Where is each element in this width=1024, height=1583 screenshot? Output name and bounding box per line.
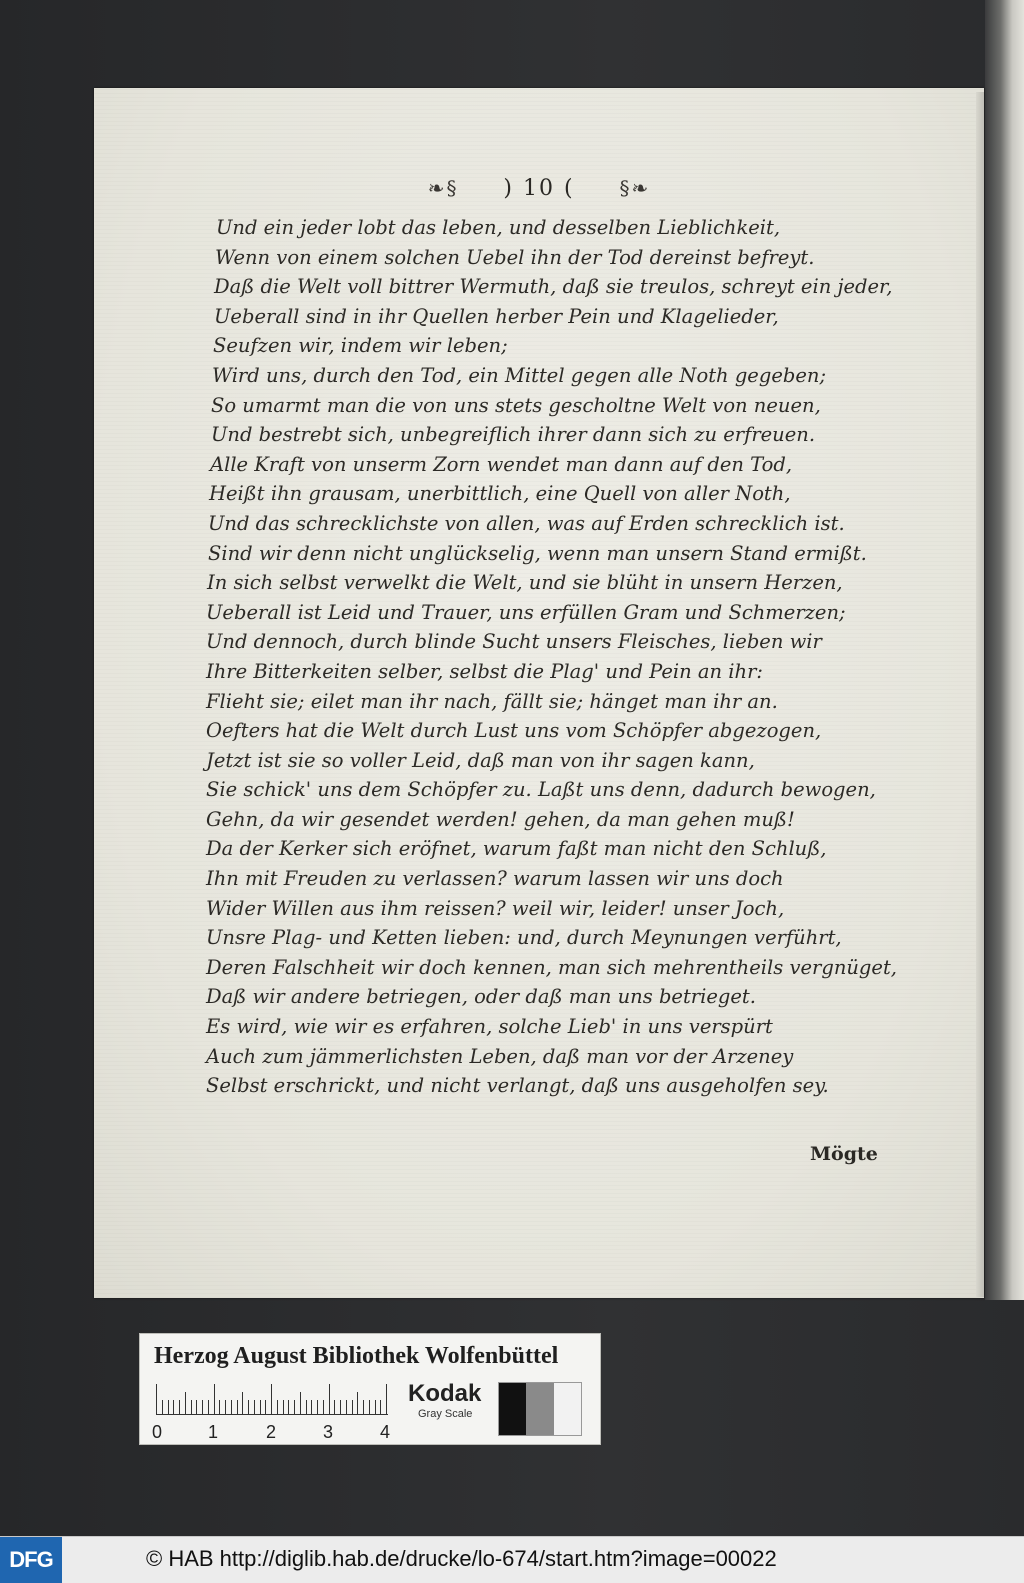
ruler-tick: [380, 1400, 381, 1414]
ruler-tick: [179, 1400, 180, 1414]
ruler-tick: [265, 1400, 266, 1414]
poem-line: Unsre Plag- und Ketten lieben: und, durch Meynungen verführt,: [206, 926, 842, 950]
poem-line: Heißt ihn grausam, unerbittlich, eine Quell von aller Noth,: [209, 482, 791, 506]
poem-line: Selbst erschrickt, und nicht verlangt, daß uns ausgeholfen sey.: [206, 1074, 829, 1098]
swatch-white: [554, 1383, 581, 1435]
ruler-tick: [162, 1400, 163, 1414]
poem-line: Sie schick' uns dem Schöpfer zu. Laßt uns denn, dadurch bewogen,: [206, 778, 876, 802]
ruler-tick: [334, 1400, 335, 1414]
poem-line: Seufzen wir, indem wir leben;: [213, 334, 508, 358]
ruler-tick: [254, 1400, 255, 1414]
catchword: Mögte: [810, 1143, 878, 1165]
ruler-tick: [357, 1392, 358, 1414]
swatch-gray: [526, 1383, 553, 1435]
poem-line: Sind wir denn nicht unglückselig, wenn man unsern Stand ermißt.: [208, 541, 867, 565]
kodak-logo: Kodak: [408, 1380, 482, 1407]
poem-line: So umarmt man die von uns stets gescholtne Welt von neuen,: [211, 393, 821, 417]
page-header: [94, 176, 984, 201]
library-name: Herzog August Bibliothek Wolfenbüttel: [154, 1343, 559, 1369]
ruler-tick: [191, 1400, 192, 1414]
poem-line: Flieht sie; eilet man ihr nach, fällt sie; hänget man ihr an.: [206, 689, 778, 713]
ruler-label: 4: [380, 1422, 391, 1442]
poem-line: In sich selbst verwelkt die Welt, und sie blüht in unsern Herzen,: [207, 571, 843, 595]
ruler-tick: [277, 1400, 278, 1414]
ruler-tick: [208, 1400, 209, 1414]
poem-line: Und dennoch, durch blinde Sucht unsers Fleisches, lieben wir: [206, 630, 822, 654]
ruler-tick: [260, 1400, 261, 1414]
page-number: ) 10 (: [503, 176, 575, 201]
ruler-tick: [242, 1392, 243, 1414]
ruler-tick: [231, 1400, 232, 1414]
gray-scale-label: Gray Scale: [418, 1408, 473, 1420]
ruler-tick: [202, 1400, 203, 1414]
ruler-label: 0: [152, 1422, 163, 1442]
ruler-tick: [369, 1400, 370, 1414]
ruler-tick: [185, 1392, 186, 1414]
color-target-card: [139, 1333, 601, 1445]
ruler-tick: [173, 1400, 174, 1414]
dfg-logo: DFG: [0, 1537, 62, 1583]
book-page: [94, 88, 984, 1298]
ruler-tick: [294, 1400, 295, 1414]
ruler-tick: [363, 1400, 364, 1414]
ruler-label: 2: [266, 1422, 277, 1442]
poem-line: Ueberall ist Leid und Trauer, uns erfüllen Gram und Schmerzen;: [206, 600, 846, 624]
ruler-tick: [386, 1384, 387, 1414]
poem-line: Ueberall sind in ihr Quellen herber Pein und Klagelieder,: [214, 304, 779, 328]
ruler-label: 1: [208, 1422, 219, 1442]
footer-bar: [0, 1536, 1024, 1583]
ruler-scale: [156, 1384, 388, 1415]
ruler-tick: [340, 1400, 341, 1414]
ruler-tick: [214, 1384, 215, 1414]
ruler-label: 3: [323, 1422, 334, 1442]
poem-line: Jetzt ist sie so voller Leid, daß man von ihr sagen kann,: [206, 748, 755, 772]
poem-line: Da der Kerker sich eröfnet, warum faßt man nicht den Schluß,: [206, 837, 827, 861]
copyright-link[interactable]: © HAB http://diglib.hab.de/drucke/lo-674/start.htm?image=00022: [146, 1546, 777, 1571]
ruler-tick: [375, 1400, 376, 1414]
ruler-tick: [237, 1400, 238, 1414]
poem-line: Und ein jeder lobt das leben, und desselben Lieblichkeit,: [216, 216, 781, 239]
gray-swatches: [498, 1382, 582, 1436]
ruler-tick: [323, 1400, 324, 1414]
poem-line: Und das schrecklichste von allen, was auf Erden schrecklich ist.: [208, 511, 845, 535]
ruler-tick: [156, 1384, 157, 1414]
poem-line: Es wird, wie wir es erfahren, solche Lieb' in uns verspürt: [206, 1015, 773, 1039]
ruler-tick: [225, 1400, 226, 1414]
ruler-tick: [317, 1400, 318, 1414]
poem-line: Auch zum jämmerlichsten Leben, daß man vor der Arzeney: [206, 1044, 794, 1068]
poem-line: Wider Willen aus ihm reissen? weil wir, leider! unser Joch,: [206, 896, 785, 920]
poem-line: Ihre Bitterkeiten selber, selbst die Plag' und Pein an ihr:: [206, 659, 763, 683]
ruler-tick: [288, 1400, 289, 1414]
poem-line: Oefters hat die Welt durch Lust uns vom Schöpfer abgezogen,: [206, 719, 822, 743]
ruler-tick: [352, 1400, 353, 1414]
ruler-tick: [271, 1384, 272, 1414]
poem-line: Wenn von einem solchen Uebel ihn der Tod dereinst befreyt.: [215, 245, 815, 269]
header-ornament-right: §❧: [619, 176, 651, 200]
header-ornament-left: ❧§: [427, 176, 459, 200]
ruler-tick: [196, 1400, 197, 1414]
poem-text: [206, 213, 926, 1101]
ruler-tick: [248, 1400, 249, 1414]
poem-line: Daß wir andere betriegen, oder daß man uns betrieget.: [206, 985, 756, 1009]
poem-line: Alle Kraft von unserm Zorn wendet man dann auf den Tod,: [210, 452, 793, 476]
swatch-black: [499, 1383, 526, 1435]
poem-line: Deren Falschheit wir doch kennen, man sich mehrentheils vergnüget,: [206, 955, 897, 979]
facing-page-edge: [985, 0, 1024, 1300]
ruler-tick: [346, 1400, 347, 1414]
ruler-tick: [306, 1400, 307, 1414]
page-edge-shadow: [976, 92, 984, 1297]
ruler-tick: [300, 1392, 301, 1414]
ruler-tick: [311, 1400, 312, 1414]
ruler-tick: [283, 1400, 284, 1414]
ruler-tick: [168, 1400, 169, 1414]
poem-line: Wird uns, durch den Tod, ein Mittel gegen alle Noth gegeben;: [212, 363, 827, 387]
ruler-tick: [329, 1384, 330, 1414]
poem-line: Und bestrebt sich, unbegreiflich ihrer dann sich zu erfreuen.: [211, 423, 816, 447]
poem-line: Gehn, da wir gesendet werden! gehen, da man gehen muß!: [206, 807, 795, 831]
ruler-tick: [219, 1400, 220, 1414]
poem-line: Daß die Welt voll bittrer Wermuth, daß sie treulos, schreyt ein jeder,: [214, 275, 893, 299]
poem-line: Ihn mit Freuden zu verlassen? warum lassen wir uns doch: [206, 867, 784, 891]
